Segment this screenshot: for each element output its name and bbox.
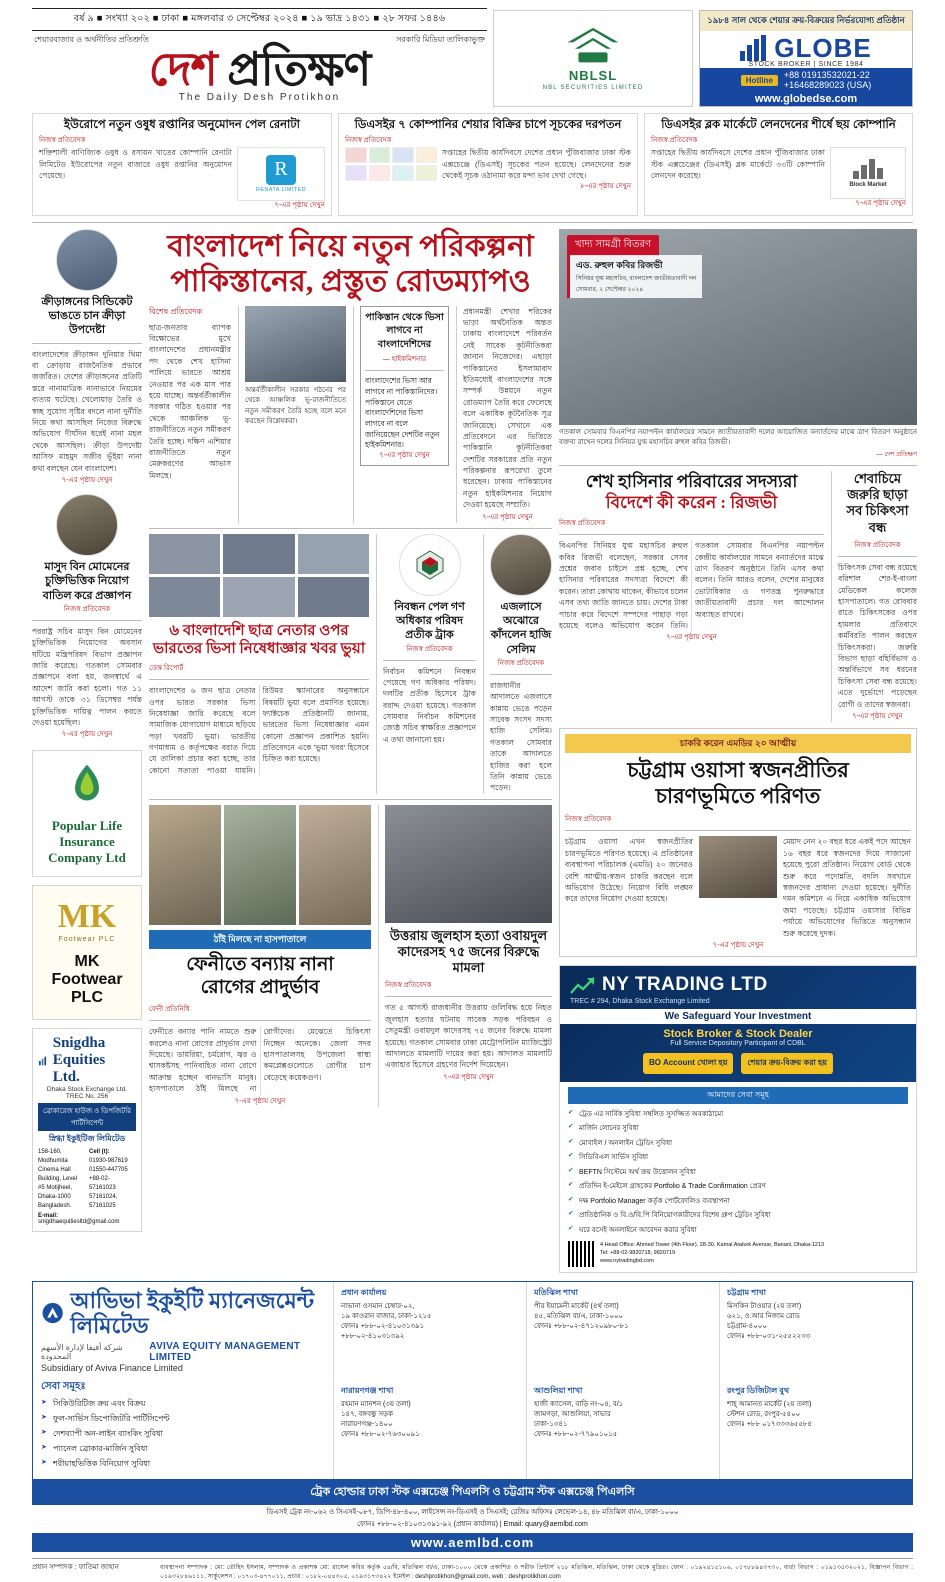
wasa-more-link[interactable]: ৭-এর পৃষ্ঠায় দেখুন [712, 941, 764, 949]
left-story-more-link[interactable]: ৭-এর পৃষ্ঠায় দেখুন [61, 477, 113, 484]
masthead [32, 8, 487, 107]
ad-ny-trading[interactable] [559, 965, 917, 1273]
left-story-body: বাংলাদেশের ক্রীড়াঙ্গন দুনিয়ার থিমা বা ক্রোড়ায় রাজনৈতিক প্রভাবে জর্জরিত। দেশের ক্রীড়াঙ্গনের প্রতিটি স্তরে নানামাত্রিক নানাভাবে নিয়মের ব্যত্যয় ঘটেছে। খেলোয়াড় তৈরি ও স্বচ্ছ সুযোগ সৃষ্টির বদলে নানা দুর্নীতি নিয়ে কথা আসছিল নিজের বিরুদ্ধে অভিযোগ দীর্ঘদিন ধরেই নানা মহল থেকে আসছিল। ক্রীড়া উপদেষ্টা আসিফ মাহমুদ সজীব ভূঁইয়া নানা কথা বলছেন যেন বাংলাদেশ। [32, 349, 142, 473]
ny-address: 4 Head Office: Ahmed Tower (4th Floor), 28-30, Kamal Ataturk Avenue, Banani, Dhaka-1213 [600, 1242, 825, 1249]
wasa-body-left: চট্টগ্রাম ওয়াসা এখন স্বজনপ্রীতির চারণভূমিতে পরিণত হয়েছে। এ প্রতিষ্ঠানের ব্যবস্থাপনা পরিচালক (এমডি) ২০ জনেরও বেশি আত্মীয়-স্বজন চাকরি করছেন বলে অভিযোগ উঠেছে। নিয়োগ বিধি লঙ্ঘন করে তাদের নিয়োগ দেওয়া হয়েছে। [565, 837, 693, 904]
globe-hotline [700, 68, 912, 92]
masthead-title-protikhon: প্রতিক্ষণ [227, 44, 371, 95]
ny-trading-arrow-icon [570, 975, 596, 995]
aviva-branch-line: হাজী ক্যাসেল, বাড়ি নং-০৪, ব/১ [534, 1400, 624, 1408]
sheba-source: নিজস্ব প্রতিবেদক [854, 541, 901, 549]
rizvi-byline: নিজস্ব প্রতিবেদক [559, 520, 606, 528]
snigdha-email[interactable]: snigdhaequitiesltd@gmail.com [38, 1219, 120, 1226]
lead-body-2: প্রধানমন্ত্রী শেখার শরিকের ভাড়া অর্থনৈতিক অন্তত ঢাকায় বাংলাদেশে পরিবর্তন নেই সাবেক কূটনীতিকরা জানান নিজেদের। এছাড়া পাকিস্তানের ইসলামাবাদ ইতিমধ্যেই বাংলাদেশের সঙ্গে সম্পর্ক উন্নয়নে নতুন রোডম্যাপ তৈরি করে ফেলেছে বলে একাধিক কূটনৈতিক সূত্র জানিয়েছে। সেখানে এক প্রতিবেদনে এর ভিত্তিতে পাকিস্তানি কূটনীতিকরা দেশটির সরকারের প্রতি নতুন পরিকল্পনার রূপরেখা তুলে ধরেছেন। ঢাকায় পাকিস্তানের নতুন হাইকমিশনার নিয়োগ দেওয়া হয়েছে সম্প্রতি। [463, 306, 552, 510]
globe-subtitle: STOCK BROKER | SINCE 1984 [748, 61, 864, 68]
ny-service-item: ✔ ঘরে বসেই অনলাইনে আবেদন করার সুবিধা [568, 1224, 908, 1236]
flood-photo-row [149, 805, 371, 925]
aviva-branch-title: রংপুর ডিজিটাল বুথ [727, 1386, 790, 1396]
aviva-branch-line: ঢাকা-১৩৪১ [534, 1421, 568, 1429]
portrait-haji-selim [490, 534, 552, 596]
lead-headline-line2: পাকিস্তানের, প্রস্তুত রোডম্যাপও [170, 265, 531, 299]
promo-block-market[interactable] [644, 113, 913, 216]
ny-trading-slogan: We Safeguard Your Investment [560, 1009, 916, 1024]
student-leaders-photo-grid [149, 534, 369, 617]
promo-headline: ডিএসইর ব্লক মার্কেটে লেনদেনের শীর্ষে ছয় কোম্পানি [661, 119, 896, 131]
uttara-photo [385, 805, 552, 923]
sheba-more-link[interactable]: ৭-এর পৃষ্ঠায় দেখুন [852, 712, 903, 720]
snigdha-cell-2: 01550-447705 [89, 1167, 128, 1174]
sheba-headline: শেবাচিমে জরুরি ছাড়া সব চিকিৎসা বন্ধ [846, 470, 909, 535]
snigdha-trec: Dhaka Stock Exchange Ltd. TREC No. 256 [46, 1086, 128, 1101]
block-market-icon: Block Market [830, 147, 906, 199]
aviva-services-title: সেবা সমূহঃ [41, 1380, 86, 1392]
ny-trading-name: NY TRADING LTD [602, 973, 768, 995]
globe-hotline-label: Hotline [741, 75, 778, 86]
promo-renata[interactable] [32, 113, 332, 216]
circle-story-source-2: নিজস্ব প্রতিবেদক [497, 659, 545, 667]
globe-hotline-2: +16468289023 (USA) [783, 80, 872, 90]
page-footer [32, 1558, 913, 1582]
qr-code-icon [568, 1241, 594, 1267]
company-logo-grid-icon [345, 147, 437, 181]
aviva-branch [526, 1282, 719, 1380]
left-story-headline: ক্রীড়াঙ্গনের সিন্ডিকেট ভাঙতে চান ক্রীড়া উপদেষ্টা [41, 295, 133, 337]
snigdha-address: 158-160, Modhumita Cinema Hall Building, Level #5 Motijheel, Dhaka-1000 Bangladesh. [38, 1149, 78, 1210]
logo-gono-odhikar-porishod [399, 534, 461, 596]
aviva-branch-title: প্রধান কার্যালয় [341, 1287, 387, 1297]
ad-nblsl[interactable] [493, 10, 693, 107]
ny-services-title: আমাদের সেবা সমূহ [568, 1087, 908, 1104]
sheba-body: চিকিৎসক সেবা বন্ধ রয়েছে বরিশাল শের-ই-বাংলা মেডিকেল কলেজ হাসপাতালে। গত রোববার রাতে চিকিৎসকের ওপর হামলার প্রতিবাদে কর্মবিরতি পালন করছেন চিকিৎসকরা। জরুরি বিভাগ ছাড়া বহির্বিভাগ ও অন্তর্বিভাগে সব ধরনের চিকিৎসা সেবা বন্ধ রয়েছে। এতে দুর্ভোগে পড়েছেন রোগী ও তাদের স্বজনরা। [838, 562, 917, 709]
aviva-branch-line: ফোনঃ +৮৮-০২-৭৭৯০১০১৫ [534, 1431, 618, 1439]
aviva-branch-line: ফোনঃ +৮৮-০২-৪১০৩১৩৯১ [341, 1322, 425, 1330]
lead-more-link[interactable]: ৭-এর পৃষ্ঠায় দেখুন [482, 513, 533, 521]
promo-more-link[interactable]: ৭-এর পৃষ্ঠায় দেখুন [855, 200, 906, 208]
ny-bo-account-button[interactable]: BO Account খোলা হয় [643, 1053, 733, 1074]
promo-row [10, 107, 935, 216]
aviva-branch-line: ফোনঃ +৮৮-০২-৭৬৩০০৯১ [341, 1431, 420, 1439]
mk-logo-text: MK [57, 898, 117, 936]
ny-service-item: ✔ দক্ষ Portfolio Manager কর্তৃক পোর্টফোলিও ব্যবস্থাপনা [568, 1195, 908, 1207]
photo-credit: — দেশ প্রতিক্ষণ [876, 450, 917, 458]
aviva-branch-line: ১৪৭, বঙ্গবন্ধু সড়ক [341, 1410, 393, 1418]
uttara-source: নিজস্ব প্রতিবেদক [385, 982, 432, 990]
aviva-footnote: ডিএসই ট্রেক নং-০৬২ ও সিএসই-০৮৭, ডিপি-৪৮-৪০০, লাইসেন্স নং-ডিএসই ও সিএসই; রেজিঃ অফিসঃ লেভেল-১৪, ৪৮ মতিঝিল বা/এ, ঢাকা-১০০০ [266, 1508, 679, 1516]
aviva-phone-line: ফোনঃ +৮৮-০২-৪১০৩১৩৯১-৯২ (প্রধান কার্যালয়) | Email: quary@aemlbd.com [357, 1521, 588, 1529]
circle-story-more-0[interactable]: ৭-এর পৃষ্ঠায় দেখুন [61, 731, 113, 739]
aviva-logo-icon [41, 1298, 64, 1328]
snigdha-cell-4: 57161024, 57161025 [89, 1194, 118, 1210]
aviva-url[interactable]: www.aemlbd.com [32, 1533, 913, 1552]
feni-headline-2: রোগের প্রাদুর্ভাব [200, 977, 320, 999]
aviva-subsidiary: Subsidiary of Aviva Finance Limited [41, 1362, 183, 1373]
aviva-branch [719, 1380, 912, 1478]
circle-story-source-0: নিজস্ব প্রতিবেদক [63, 605, 111, 613]
aviva-branch-line: নাভানা ওসমান চেম্বার-০২, [341, 1302, 415, 1310]
photo-badge-date: সোমবার, ২ সেপ্টেম্বর ২০২৪ [576, 286, 644, 293]
aviva-title-ar: شركة أفيفا لإدارة الأسهم المحدودة [41, 1342, 123, 1361]
feni-more-link[interactable]: ৭-এর পৃষ্ঠায় দেখুন [234, 1097, 286, 1105]
aviva-branch [333, 1380, 526, 1478]
masthead-title-desh: দেশ [148, 44, 228, 95]
feni-headline-1: ফেনীতে বন্যায় নানা [186, 953, 334, 975]
aviva-branch-title: আশুলিয়া শাখা [534, 1386, 583, 1396]
promo-body: সপ্তাহের দ্বিতীয় কার্যদিবসে দেশের প্রধান পুঁজিবাজার ঢাকা স্টক এক্সচেঞ্জের (ডিএসই) ব্লক মার্কেটে ৩৩টি কোম্পানি লেনদেন করেছে। [651, 148, 825, 181]
promo-source: নিজস্ব প্রতিবেদক [651, 136, 698, 144]
right-column [559, 229, 917, 1273]
aviva-branch [333, 1282, 526, 1380]
lead-portrait-photo [245, 306, 346, 382]
wasa-ribbon: চাকরি করেন এমডির ২০ আত্মীয় [565, 734, 911, 753]
mk-logo-sub: Footwear PLC [58, 936, 116, 944]
popular-life-name: Popular Life Insurance Company Ltd [48, 818, 126, 866]
snigdha-bn-line2: স্নিগ্ধা ইকুইটিজ লিমিটেড [48, 1134, 126, 1144]
aviva-branch-line: রহমান ম্যানশন (৩য় তলা) [341, 1400, 411, 1408]
photo-badge-name: এড. রুহুল কবির রিজভী [576, 259, 663, 270]
ny-service-item: ✔ BEFTN সিস্টেমে অর্থ ক্রয় উত্তোলন সুবিধা [568, 1166, 908, 1178]
aviva-branch-line: +৮৮-০২-৪১০৩১৩৯২ [341, 1332, 405, 1340]
students-body: বাংলাদেশের ৬ জন ছাত্র নেতার ওপর ভারত সরকার ভিসা নিষেধাজ্ঞা জারি করেছে বলে সামাজিক যোগাযোগ মাধ্যমে ছড়িয়ে পড়া খবরটি ভুয়া। ভারতীয় গণমাধ্যম ও কর্তৃপক্ষের বরাত দিয়ে যে তালিকা প্রচার করা হচ্ছে, তার কোনো সত্যতা পাওয়া যায়নি। রিউমর স্ক্যানারের অনুসন্ধানে বিষয়টি ভুয়া বলে প্রমাণিত হয়েছে। ফ্যাক্টচেক প্রতিষ্ঠানটি জানায়, ভারতের ভিসা নিষেধাজ্ঞার এমন কোনো প্রজ্ঞাপন প্রকাশিত হয়নি। প্রতিবেদনে একে 'ভুয়া খবর' হিসেবে চিহ্নিত করা হয়েছে। [149, 686, 369, 775]
masthead-subtitle: The Daily Desh Protikhon [178, 92, 341, 104]
globe-tagline: ১৯৮৪ সাল থেকে শেয়ার ক্রয়-বিক্রয়ের নির্ভরযোগ্য প্রতিষ্ঠান [700, 11, 912, 31]
ny-trading-line1: Stock Broker & Stock Dealer [663, 1027, 813, 1040]
masthead-logo [32, 46, 487, 103]
lead-byline: বিশেষ প্রতিবেদক [149, 306, 203, 316]
ny-trading-line2: Full Service Depository Participant of CDBL [670, 1039, 806, 1047]
feni-body: ফেনীতে বন্যার পানি নামতে শুরু করলেও নানা রোগের প্রাদুর্ভাব দেখা দিয়েছে। ডায়রিয়া, চর্মরোগ, জ্বর ও শ্বাসকষ্টসহ পানিবাহিত নানা রোগে আক্রান্ত হচ্ছেন বানভাসি মানুষ। হাসপাতালে ঠাঁই মিলছে না রোগীদের। মেঝেতে চিকিৎসা নিচ্ছেন অনেকে। জেলা সদর হাসপাতালসহ উপজেলা স্বাস্থ্য কমপ্লেক্সগুলোতে রোগীর চাপ বেড়েছে কয়েকগুণ। [149, 1027, 371, 1094]
aviva-branch-line: স্টেশন রোড, রংপুর-৫৪০০ [727, 1410, 801, 1418]
promo-dse-decline[interactable] [338, 113, 638, 216]
ad-popular-life[interactable] [32, 750, 142, 877]
circle-story-headline-0: মাসুদ বিন মোমেনের চুক্তিভিত্তিক নিয়োগ বাতিল করে প্রজ্ঞাপন [42, 561, 132, 602]
nbl-house-icon [565, 26, 621, 66]
rizvi-more-link[interactable]: ৭-এর পৃষ্ঠায় দেখুন [666, 634, 717, 642]
masthead-tagline-left: শেয়ারবাজার ও অর্থনীতির প্রতিশ্রুতি [34, 35, 149, 44]
ny-buy-sell-button[interactable]: শেয়ার ক্রয়-বিক্রয় করা হয় [741, 1053, 833, 1074]
feni-kicker: ঠাঁই মিলছে না হাসপাতালে [149, 930, 371, 949]
aviva-strip: ট্রেক হোল্ডার ঢাকা স্টক এক্সচেঞ্জ পিএলসি ও চট্টগ্রাম স্টক এক্সচেঞ্জ পিএলসি [32, 1480, 913, 1505]
wasa-byline: নিজস্ব প্রতিবেদক [565, 816, 612, 824]
snigdha-cell-1: 01930-987619 [89, 1158, 128, 1165]
rizvi-headline-2: বিদেশে কী করেন : রিজভী [605, 493, 778, 513]
aviva-branch-line: নারায়ণগঞ্জ-১৪০০ [341, 1421, 393, 1429]
rizvi-headline-1: শেখ হাসিনার পরিবারের সদস্যরা [585, 471, 798, 491]
mk-name: MK Footwear PLC [51, 953, 123, 1007]
photo-badge-sub: সিনিয়র যুগ্ম মহাসচিব, বাংলাদেশ জাতীয়তাবাদী দল [576, 275, 697, 282]
aviva-branch-title: মতিঝিল শাখা [534, 1287, 578, 1297]
students-source: ডেস্ক রিপোর্ট [149, 665, 184, 673]
center-column [149, 229, 552, 1273]
wasa-body-right: মেয়াদ নেন ২০ বছর ধরে একই পদে আছেন ১৬ বছর ধরে স্বজনদের দিয়ে সাজানো হয়েছে পুরো প্রতিষ্ঠান। নিয়োগ বোর্ড থেকে শুরু করে পদোন্নতি, বদলি সবখানে স্বজনদের প্রাধান্য দেওয়া হয়েছে। দুর্নীতি দমন কমিশনে এ নিয়ে একাধিক অভিযোগ জমা পড়েছে। চট্টগ্রাম ওয়াসার বিভিন্ন পর্যায়ে অভিযোগের ভিত্তিতে অনুসন্ধান শুরু করেছে দুদক। [783, 837, 911, 938]
rizvi-body: বিএনপির সিনিয়র যুগ্ম মহাসচিব রুহুল কবির রিজভী বলেছেন, সরকার সেসব প্রশ্নের জবাব চাইলে প্রশ্ন হচ্ছে, শেখ হাসিনার পরিবারের সদস্যরা বিদেশে কী করেন। তারা কোথায় থাকেন, কীভাবে চলেন এসব তথ্য জাতি জানতে চায়। দেশের টাকা পাচার করে বিদেশে সম্পদের পাহাড় গড়া হয়েছে বলেও অভিযোগ করেন তিনি। গতকাল সোমবার বিএনপির নয়াপল্টন কেন্দ্রীয় কার্যালয়ের সামনে বন্যার্তদের মাঝে ত্রাণ বিতরণ অনুষ্ঠানে তিনি এসব কথা বলেন। তিনি আরও বলেন, দেশের মানুষের ভোটাধিকার ও গণতন্ত্র পুনরুদ্ধারে জাতীয়তাবাদী প্রচার দল আন্দোলন অব্যাহত রাখবে। [559, 541, 824, 631]
aviva-branch-line: ফোনঃ +৮৮-০৩১-২৫৫২২৩৩ [727, 1332, 811, 1340]
portrait-masud-bin-momen [56, 494, 118, 556]
uttara-more-link[interactable]: ৭-এর পৃষ্ঠায় দেখুন [443, 1073, 494, 1081]
students-headline: ৬ বাংলাদেশি ছাত্র নেতার ওপর ভারতের ভিসা নিষেধাজ্ঞার খবর ভুয়া [152, 622, 366, 658]
aviva-branch [719, 1282, 912, 1380]
ny-service-item: ✔ প্রাতিষ্ঠানিক ও বি.ও/বি.পি বিনিয়োগকারীদের বিশেষ গ্রুপ ট্রেডিং সুবিধা [568, 1209, 908, 1221]
promo-headline: ইউরোপে নতুন ওষুধ রপ্তানির অনুমোদন পেল রেনাটা [64, 119, 300, 131]
portrait-krira-upodeshta [56, 229, 118, 291]
promo-body: সপ্তাহের দ্বিতীয় কার্যদিবসে দেশের প্রধান পুঁজিবাজার ঢাকা স্টক এক্সচেঞ্জে (ডিএসই) সূচকের পতন হয়েছে। লেনদেনের শুরু থেকেই সূচক ওঠানামা করে মন্দা ভাব দেখা গেছে। [442, 148, 631, 181]
circle-story-source-1: নিজস্ব প্রতিবেদক [406, 645, 453, 653]
snigdha-bn-line1: ব্রোকারেজ হাউজ ও ডিপজিটরি পার্টিসিপেন্ট [38, 1103, 136, 1131]
nblsl-name: NBLSL [568, 68, 618, 83]
footer-imprint: ব্যবস্থাপনা সম্পাদক : মো: তৌহিদ ইসলাম, সম্পাদক ও প্রকাশক মো: রাসেল কবির কর্তৃক ৫৪/বি, মতিঝিল বা/এ, ঢাকা-১০০০ থেকে প্রকাশিত ও শরীফ প্রিন্টার্স ২১৮ মতিঝিল, মতিঝিল, ঢাকা থেকে মুদ্রিত। ফোন : ০১৯২৪১৫১০৬, ০১৭৮৮৯৪৩৭৩০, বার্তা বিভাগ : ০১৯১৩৫৩২০২১, বিজ্ঞাপন বিভাগ : ০১৯৩২৮৪৬১১১, সার্কুলেশন : ০১৭০৩-৪৭৭০১১, প্রচার : ০১৮২-০৪৪৩০৫, ০১৯৩১৭৩৪২২ ইমেইল : deshprotikhon@gmail.com, web : deshprotikhon.com [160, 1564, 913, 1581]
feni-source: ফেনী প্রতিনিধি [149, 1006, 190, 1014]
promo-more-link[interactable]: ৮-এর পৃষ্ঠায় দেখুন [580, 182, 631, 190]
ny-service-item: ✔ মোবাইল / অনলাইন ট্রেডিং সুবিধা [568, 1137, 908, 1149]
globe-hotline-1: +88 01913532021-22 [783, 70, 870, 80]
rizvi-photo-caption: গতকাল সোমবার বিএনপির নয়াপল্টন কার্যালয়ের সামনে জাতীয়তাবাদী দলের আয়োজিত বন্যার্তদের মাঝে ত্রাণ বিতরণ অনুষ্ঠানে বক্তব্য রাখেন দলের সিনিয়র যুগ্ম মহাসচিব রুহুল কবির রিজভী। [559, 428, 917, 447]
main-content [10, 223, 935, 1273]
aviva-branch-line: ৪৫, মতিঝিল বা/এ, ঢাকা-১০০০ [534, 1312, 624, 1320]
lead-photo-caption: অন্তর্বর্তীকালীন সরকার গঠনের পর থেকে আঞ্চলিক ভূ-রাজনীতিতে নতুন সমীকরণ তৈরি হচ্ছে বলে মনে করছেন বিশ্লেষকরা। [245, 386, 346, 426]
footer-editor: প্রধান সম্পাদক : ফাতিমা জাহান [32, 1564, 119, 1572]
lead-inset-body: বাংলাদেশের ভিসা আর লাগবে না পাকিস্তানিদের। পাকিস্তানে যেতে বাংলাদেশিদের ভিসা লাগবে না বলে জানিয়েছেন দেশটির নতুন হাইকমিশনার। [365, 376, 440, 450]
ny-trading-trec: TREC # 294, Dhaka Stock Exchange Limited [570, 997, 710, 1005]
aviva-title-en: AVIVA EQUITY MANAGEMENT LIMITED [149, 1340, 301, 1363]
promo-source: নিজস্ব প্রতিবেদক [39, 136, 86, 144]
lead-inset-title: পাকিস্তান থেকে ভিসা লাগবে না বাংলাদেশিদের [365, 311, 444, 351]
aviva-branch-title: চট্টগ্রাম শাখা [727, 1287, 766, 1297]
aviva-service-item: ➤ সিকিউরিটিজ ক্রয় এবং বিক্রয় [41, 1398, 325, 1411]
lead-body-1: ছাত্র-জনতার ব্যাপক বিক্ষোভের মুখে বাংলাদেশের প্রধানমন্ত্রীর পদ থেকে শেখ হাসিনা পালিয়ে ভারতে আশ্রয় নেওয়ার পর এক মাস পার হয়ে যাচ্ছে। অন্তর্বর্তীকালীন সরকার গঠিত হওয়ার পর থেকে আঞ্চলিক ভূ-রাজনীতিতে নতুন সমীকরণ তৈরি হচ্ছে। দক্ষিণ এশিয়ার রাজনীতিতে নতুন মেরুকরণের আভাস মিলছে। [149, 322, 231, 480]
popular-life-logo-icon [64, 761, 110, 807]
globe-url[interactable]: www.globedse.com [700, 92, 912, 106]
aviva-branch-line: জামগড়া, আশুলিয়া, সাভার [534, 1410, 611, 1418]
ny-service-item: ✔ সিডিবিএল সার্ভিস সুবিধা [568, 1151, 908, 1163]
aviva-branch-line: ১৯ কাওরান বাজার, ঢাকা-১২১৫ [341, 1312, 432, 1320]
aviva-service-item: ➤ প্যানেল ব্রোকার-মার্জিন সুবিধা [41, 1443, 325, 1456]
aviva-branch-line: ফোনঃ +৮৮-০২-৪৭১২০৯৮০-৮১ [534, 1322, 629, 1330]
ny-service-item: ✔ মার্জিন লোনের সুবিধা [568, 1122, 908, 1134]
wasa-headline-1: চট্টগ্রাম ওয়াসা স্বজনপ্রীতির [627, 757, 849, 782]
ny-phone: Tel: +88-02-9820718, 9820719 [600, 1250, 676, 1257]
lead-inset-box [360, 306, 449, 467]
ad-snigdha-equities[interactable] [32, 1028, 142, 1232]
uttara-headline: উত্তরায় জুলহাস হত্যা ওবায়দুল কাদেরসহ ৭৫ জনের বিরুদ্ধে মামলা [389, 927, 548, 976]
lead-inset-source: — হাইকমিশনার [382, 355, 427, 363]
masthead-strip [10, 0, 935, 107]
aviva-branch-line: পীর ইয়ামেনী মার্কেট (৪র্থ তলা) [534, 1302, 619, 1310]
rizvi-photo [559, 229, 917, 425]
promo-more-link[interactable]: ৭-এর পৃষ্ঠায় দেখুন [274, 202, 325, 210]
aviva-service-item: ➤ ফুল-সার্ভিস ডিপোজিটরি পার্টিসিপেন্ট [41, 1413, 325, 1426]
circle-story-headline-1: নিবন্ধন পেল গণ অধিকার পরিষদ প্রতীক ট্রাক [394, 600, 465, 642]
lead-inset-more[interactable]: ৭-এর পৃষ্ঠায় দেখুন [379, 452, 430, 460]
aviva-branch-line: ৬২১, ও.আর নিজাম রোড [727, 1312, 800, 1320]
aviva-service-item: ➤ দেশব্যাপী অন-লাইন ব্যাংকিং সুবিধা [41, 1428, 325, 1441]
masthead-tagline-right: সরকারি মিডিয়া তালিকাভুক্ত [396, 35, 485, 44]
wasa-portrait [699, 836, 777, 898]
uttara-body: গত ৫ আগস্ট রাজধানীর উত্তরায় গুলিবিদ্ধ হয়ে নিহত জুলহাস হত্যার ঘটনায় সাবেক সড়ক পরিবহন ও সেতুমন্ত্রী ওবায়দুল কাদেরসহ ৭৫ জনের বিরুদ্ধে মামলা হয়েছে। গতকাল সোমবার ঢাকা মেট্রোপলিটন ম্যাজিস্ট্রেট আদালতে মামলাটি দায়ের করা হয়। আদালত মামলাটি এজাহার হিসেবে গ্রহণের নির্দেশ দিয়েছেন। [385, 1003, 552, 1070]
wasa-headline-2: চারণভূমিতে পরিণত [655, 784, 821, 809]
ny-service-item: ✔ ট্রেড এর সার্বিক সুবিধা সম্বলিত সুসজ্জিত অবকাঠামো [568, 1108, 908, 1120]
gono-odhikar-logo-icon [410, 545, 450, 585]
aviva-branch-line: মিসকিন টাওয়ার (২য় তলা) [727, 1302, 802, 1310]
circle-story-body-1: নির্বাচন কমিশনে নিবন্ধন পেয়েছে গণ অধিকার পরিষদ। দলটির প্রতীক হিসেবে ট্রাক বরাদ্দ দেওয়া হয়েছে। গতকাল সোমবার নির্বাচন কমিশনের জ্যেষ্ঠ সচিব স্বাক্ষরিত প্রজ্ঞাপনে এ তথ্য জানানো হয়। [383, 666, 476, 744]
aviva-service-item: ➤ শরীয়াহভিত্তিক বিনিয়োগ সুবিধা [41, 1458, 325, 1471]
circle-story-headline-2: এজলাসে অঝোরে কাঁদলেন হাজি সেলিম [490, 600, 552, 656]
promo-headline: ডিএসইর ৭ কোম্পানির শেয়ার বিক্রির চাপে সূচকের দরপতন [354, 119, 622, 131]
aviva-title-bn: আভিভা ইকুইটি ম্যানেজমেন্ট লিমিটেড [70, 1287, 315, 1339]
left-column [32, 229, 142, 1273]
photo-overlay-title: খাদ্য সামগ্রী বিতরণ [567, 235, 659, 256]
ad-aviva-equity[interactable] [32, 1281, 913, 1480]
aviva-branch-title: নারায়ণগঞ্জ শাখা [341, 1386, 394, 1396]
snigdha-cell-3: +88-02-57161023 [89, 1176, 116, 1192]
ad-globe-stock-broker[interactable] [699, 10, 913, 107]
circle-story-body-2: রাজধানীর আদালতে এজলাসে কান্নায় ভেঙে পড়েন সাবেক সংসদ সদস্য হাজি সেলিম। গতকাল সোমবার তাকে আদালতে হাজির করা হলে তিনি কান্নায় ভেঙে পড়েন। [490, 680, 552, 793]
snigdha-name: Snigdha Equities Ltd. [52, 1035, 106, 1086]
ny-service-item: ✔ প্রতিদিন ই-মেইলে গ্রাহকের Portfolio & Trade Confirmation প্রেরণ [568, 1180, 908, 1192]
ad-mk-footwear[interactable] [32, 885, 142, 1020]
aviva-branch-line: শাহ্‌ আমানত মার্কেট (২য় তলা) [727, 1400, 812, 1408]
wasa-story [559, 728, 917, 957]
globe-name: GLOBE [774, 33, 872, 63]
ny-web[interactable]: www.nytradingbd.com [600, 1257, 654, 1264]
dateline: বর্ষ ৯ ■ সংখ্যা ২০২ ■ ঢাকা ■ মঙ্গলবার ৩ সেপ্টেম্বর ২০২৪ ■ ১৯ ভাদ্র ১৪৩১ ■ ২৮ সফর ১৪৪৬ [32, 8, 487, 31]
globe-bars-icon [740, 35, 766, 61]
aviva-branch-line: চট্টগ্রাম-৪০০০ [727, 1322, 767, 1330]
snigdha-logo-icon [38, 1052, 49, 1070]
snigdha-email-label: E-mail: [38, 1213, 59, 1220]
promo-body: শক্তিশালী বাণিজ্যিক ওষুধ ও রসায়ন খাতের কোম্পানি রেনাটা লিমিটেড ইউরোপের নতুন বাজারে ওষুধ রপ্তানির অনুমোদন পেয়েছে। [39, 148, 232, 181]
snigdha-cell-label: Cell (t): [89, 1149, 110, 1156]
promo-source: নিজস্ব প্রতিবেদক [345, 136, 392, 144]
lead-headline-line1: বাংলাদেশ নিয়ে নতুন পরিকল্পনা [167, 229, 534, 263]
aviva-branch [526, 1380, 719, 1478]
nblsl-subtitle: NBL SECURITIES LIMITED [542, 85, 644, 91]
aviva-branch-line: ফোনঃ +৮৮ ০১৭৩৩৩৬৫৫৮৪ [727, 1421, 812, 1429]
renata-logo-icon: R RENATA LIMITED [237, 147, 325, 201]
circle-story-body-0: পররাষ্ট্র সচিব মাসুদ বিন মোমেনের চুক্তিভিত্তিক নিয়োগের অবসান ঘটিয়ে মন্ত্রিপরিষদ বিভাগ প্রজ্ঞাপন জারি করেছে। গতকাল সোমবার প্রজ্ঞাপনে বলা হয়, জনস্বার্থে এ আদেশ জারি করা হলো। গত ১১ আগস্ট তাকে ৩১ ডিসেম্বর পর্যন্ত চুক্তিভিত্তিক দায়িত্ব পালন করতে দেওয়া হয়েছিল। [32, 626, 142, 728]
